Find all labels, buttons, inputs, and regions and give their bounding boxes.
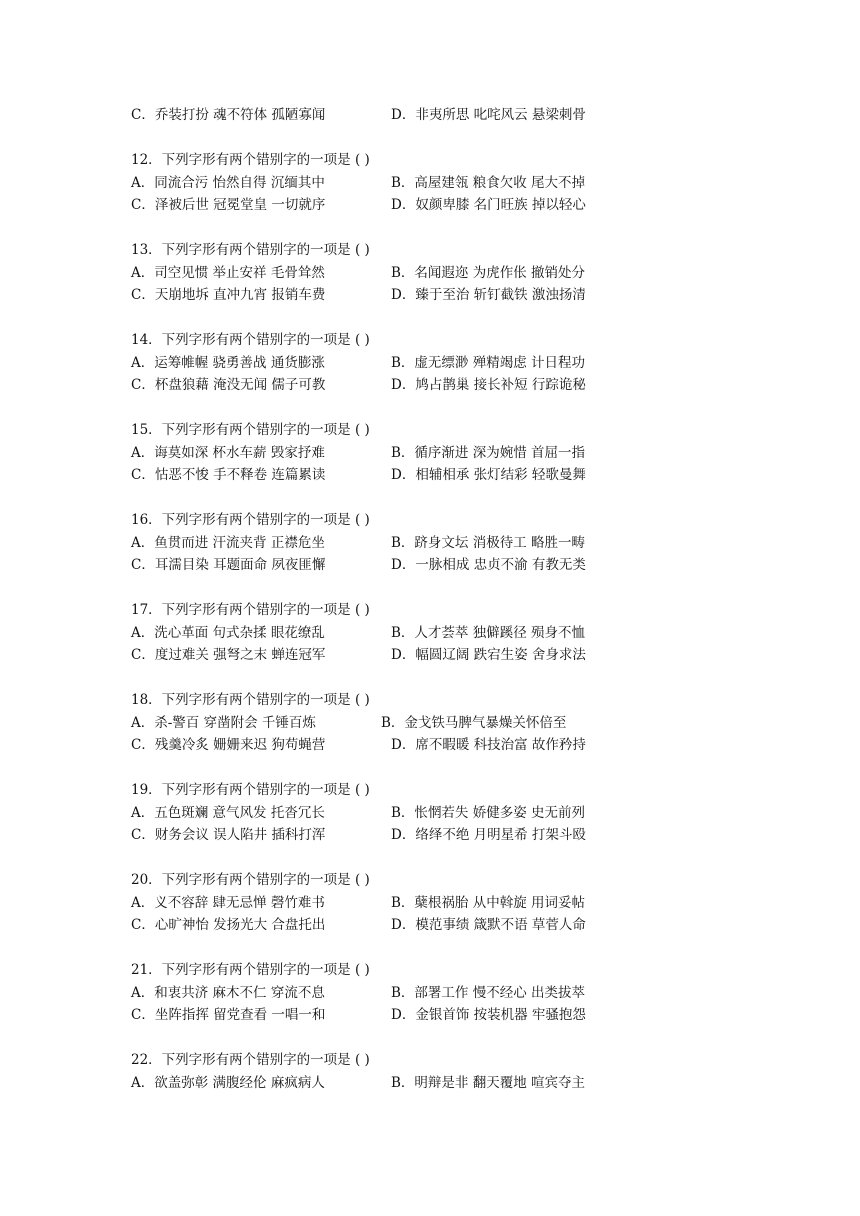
question-stem: 13．下列字形有两个错别字的一项是 ( ) <box>131 242 370 258</box>
option-c: C．天崩地坼 直冲九宵 报销车费 <box>131 287 326 303</box>
option-c: C．财务会议 误人陷井 插科打浑 <box>131 827 326 843</box>
question-stem: 15．下列字形有两个错别字的一项是 ( ) <box>131 422 370 438</box>
option-d: D．相辅相承 张灯结彩 轻歌曼舞 <box>391 467 586 483</box>
option-b: B．部署工作 慢不经心 出类拔萃 <box>391 985 586 1001</box>
option-a: A．诲莫如深 杯水车薪 毁家抒难 <box>131 445 325 461</box>
option-d: D．臻于至治 斩钉截铁 激浊扬清 <box>391 287 586 303</box>
option-a: A．五色斑斓 意气风发 托沓冗长 <box>131 805 325 821</box>
question-stem: 19．下列字形有两个错别字的一项是 ( ) <box>131 782 370 798</box>
option-b: B．怅惘若失 娇健多姿 史无前列 <box>391 805 586 821</box>
option-d: D．席不暇暖 科技治富 故作矜持 <box>391 737 586 753</box>
option-b: B．跻身文坛 消极待工 略胜一畴 <box>391 535 586 551</box>
question-stem: 21．下列字形有两个错别字的一项是 ( ) <box>131 962 370 978</box>
option-a: A．鱼贯而进 汗流夹背 正襟危坐 <box>131 535 325 551</box>
option-c: C．残羹冷炙 姗姗来迟 狗苟蝇营 <box>131 737 326 753</box>
option-c: C．耳濡目染 耳题面命 夙夜匪懈 <box>131 557 326 573</box>
question-stem: 14．下列字形有两个错别字的一项是 ( ) <box>131 332 370 348</box>
option-d: D．一脉相成 忠贞不渝 有教无类 <box>391 557 586 573</box>
option-a: A．洗心革面 句式杂揉 眼花缭乱 <box>131 625 325 641</box>
option-a: A．同流合污 怡然自得 沉缅其中 <box>131 175 325 191</box>
option-d: D．金银首饰 按装机器 牢骚抱怨 <box>391 1007 586 1023</box>
option-b: B．金戈铁马脾气暴燥关怀倍至 <box>381 715 567 731</box>
question-stem: 20．下列字形有两个错别字的一项是 ( ) <box>131 872 370 888</box>
option-d: D．幅圆辽阔 跌宕生姿 舍身求法 <box>391 647 586 663</box>
option-c: C．泽被后世 冠冕堂皇 一切就序 <box>131 197 326 213</box>
question-stem: 17．下列字形有两个错别字的一项是 ( ) <box>131 602 370 618</box>
option-b: B．蘖根祸胎 从中斡旋 用词妥帖 <box>391 895 586 911</box>
option-d: D．模范事绩 箴默不语 草菅人命 <box>391 917 586 933</box>
option-a: A．欲盖弥彰 满腹经伦 麻疯病人 <box>131 1075 325 1091</box>
question-stem: 12．下列字形有两个错别字的一项是 ( ) <box>131 152 370 168</box>
option-a: A．和衷共济 麻木不仁 穿流不息 <box>131 985 325 1001</box>
option-c: C．杯盘狼藉 淹没无闻 儒子可教 <box>131 377 326 393</box>
option-b: B．名闻遐迩 为虎作伥 撤销处分 <box>391 265 586 281</box>
option-b: B．明辩是非 翻天覆地 喧宾夺主 <box>391 1075 586 1091</box>
question-stem: 16．下列字形有两个错别字的一项是 ( ) <box>131 512 370 528</box>
option-b: B．高屋建瓴 粮食欠收 尾大不掉 <box>391 175 586 191</box>
option-c: C．怙恶不悛 手不释卷 连篇累读 <box>131 467 326 483</box>
option-a: A．司空见惯 举止安祥 毛骨耸然 <box>131 265 325 281</box>
option-a: A．义不容辞 肆无忌惮 磬竹难书 <box>131 895 325 911</box>
option-d: D．鸠占鹊巢 接长补短 行踪诡秘 <box>391 377 586 393</box>
option-d: D．奴颜卑膝 名门旺族 掉以轻心 <box>391 197 586 213</box>
option-a: A．杀-警百 穿凿附会 千锤百炼 <box>131 715 316 731</box>
option-b: B．人才荟萃 独僻蹊径 殒身不恤 <box>391 625 586 641</box>
option-a: A．运筹帷幄 骁勇善战 通货膨涨 <box>131 355 325 371</box>
question-stem: 22．下列字形有两个错别字的一项是 ( ) <box>131 1052 370 1068</box>
option-b: B．循序渐进 深为婉惜 首屈一指 <box>391 445 586 461</box>
option-c: C．心旷神怡 发扬光大 合盘托出 <box>131 917 326 933</box>
question-stem: 18．下列字形有两个错别字的一项是 ( ) <box>131 692 370 708</box>
option-c: C．度过难关 强弩之末 蝉连冠军 <box>131 647 326 663</box>
option-c: C．乔装打扮 魂不符体 孤陋寡闻 <box>131 107 326 123</box>
option-d: D．非夷所思 叱咤风云 悬梁刺骨 <box>391 107 586 123</box>
option-c: C．坐阵指挥 留党查看 一唱一和 <box>131 1007 326 1023</box>
option-b: B．虚无缥渺 殚精竭虑 计日程功 <box>391 355 586 371</box>
option-d: D．络绎不绝 月明星希 打架斗殴 <box>391 827 586 843</box>
